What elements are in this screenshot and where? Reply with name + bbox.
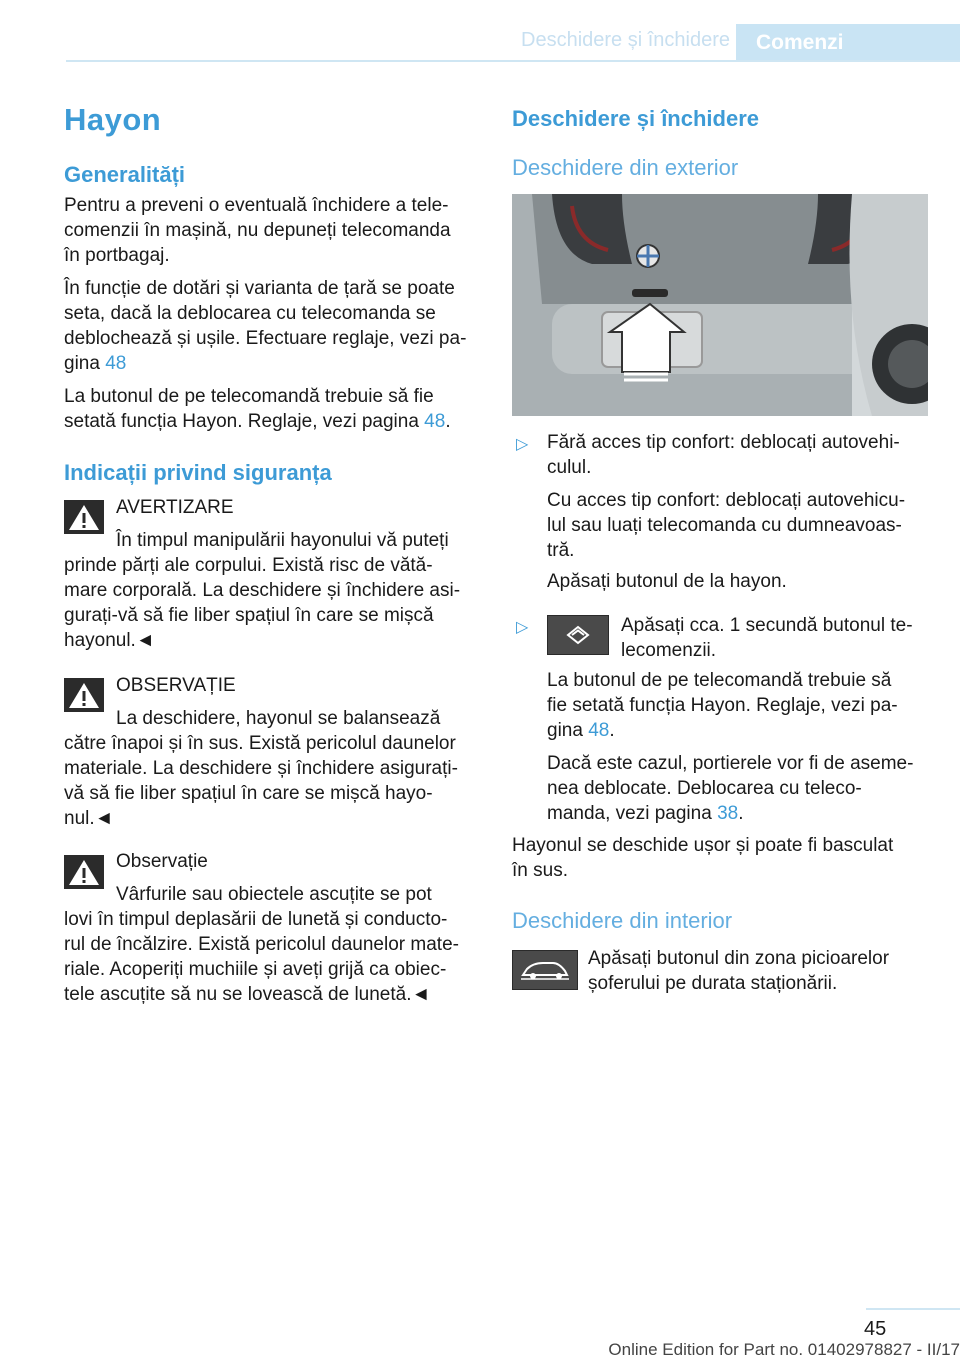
bullet-2-paragraph-2: La butonul de pe telecomandă trebuie să fie setată funcția Hayon. Reglaje, vezi pa- gina 48. xyxy=(547,670,898,741)
interior-text: Apăsați butonul din zona picioarelor șoferului pe durata staționării. xyxy=(588,948,890,994)
bullet-2-text: Apăsați cca. 1 secundă butonul te- lecomenzii. xyxy=(621,615,913,661)
header-section-title: Deschidere și închidere xyxy=(521,29,730,51)
header-divider xyxy=(66,60,960,62)
page-number: 45 xyxy=(864,1318,887,1340)
edition-info: Online Edition for Part no. 01402978827 - II/17 xyxy=(608,1340,960,1359)
warning-triangle-icon xyxy=(64,678,104,712)
page-link-48[interactable]: 48 xyxy=(105,353,127,374)
general-paragraph-1: Pentru a preveni o eventuală închidere a tele- comenzii în mașină, nu depuneți telecomanda în portbagaj. xyxy=(64,195,451,266)
general-heading: Generalități xyxy=(64,162,186,187)
car-tailgate-button-icon xyxy=(512,950,578,990)
tailgate-photo xyxy=(512,194,928,416)
general-paragraph-2: În funcție de dotări și varianta de țară se poate seta, dacă la deblocarea cu telecomanda se deblochează și ușile. Efectuare reglaje, vezi pa- gina 48 xyxy=(64,278,467,374)
bullet-1-paragraph-2: Cu acces tip confort: deblocați autovehicu- lul sau luați telecomanda cu dumneavoas- tră. xyxy=(547,490,906,561)
bullet-2-paragraph-3: Dacă este cazul, portierele vor fi de aseme- nea deblocate. Deblocarea cu teleco- manda, vezi pagina 38. xyxy=(547,753,914,824)
notice-text: către înapoi și în sus. Există pericolul daunelor materiale. La deschidere și închidere asigurați- vă să fie liber spațiul în care se mișcă hayo- nul.◄ xyxy=(64,733,458,829)
section-heading: Deschidere și închidere xyxy=(512,106,759,131)
observation-text: lovi în timpul deplasării de lunetă și conducto- rul de încălzire. Există pericolul daunelor mate- riale. Acoperiți muchiile și aveți grijă ca obiec- tele ascuțite să nu se lovească de lunetă.◄ xyxy=(64,909,459,1005)
general-paragraph-3: La butonul de pe telecomandă trebuie să fie setată funcția Hayon. Reglaje, vezi pagina 48. xyxy=(64,386,451,432)
notice-text-first: La deschidere, hayonul se balansează xyxy=(116,708,441,729)
page-link-38[interactable]: 38 xyxy=(717,803,739,824)
page-link-48-c[interactable]: 48 xyxy=(588,720,610,741)
remote-tailgate-button-icon xyxy=(547,615,609,655)
page-link-48-b[interactable]: 48 xyxy=(424,411,446,432)
warning-label: AVERTIZARE xyxy=(116,497,234,518)
page-title: Hayon xyxy=(64,102,162,137)
footer-divider xyxy=(866,1308,960,1310)
bullet-marker: ▷ xyxy=(516,436,529,453)
exterior-heading: Deschidere din exterior xyxy=(512,155,739,180)
notice-label: OBSERVAȚIE xyxy=(116,675,236,696)
safety-heading: Indicații privind siguranța xyxy=(64,460,332,485)
bullet-marker: ▷ xyxy=(516,619,529,636)
warning-text-first: În timpul manipulării hayonului vă puteți xyxy=(116,530,449,551)
interior-heading: Deschidere din interior xyxy=(512,908,733,933)
observation-label: Observație xyxy=(116,851,208,872)
bullet-1-paragraph-3: Apăsați butonul de la hayon. xyxy=(547,571,787,592)
warning-triangle-icon xyxy=(64,855,104,889)
observation-text-first: Vârfurile sau obiectele ascuțite se pot xyxy=(116,884,432,905)
header-chapter-tab: Comenzi xyxy=(736,24,960,62)
warning-text: prinde părți ale corpului. Există risc de vătă- mare corporală. La deschidere și închidere asi- gurați-vă să fie liber spațiul în care se mișcă hayonul.◄ xyxy=(64,555,461,651)
bullet-1-text: Fără acces tip confort: deblocați autovehi- culul. xyxy=(547,432,900,478)
warning-triangle-icon xyxy=(64,500,104,534)
exterior-closing-text: Hayonul se deschide ușor și poate fi basculat în sus. xyxy=(512,835,894,881)
